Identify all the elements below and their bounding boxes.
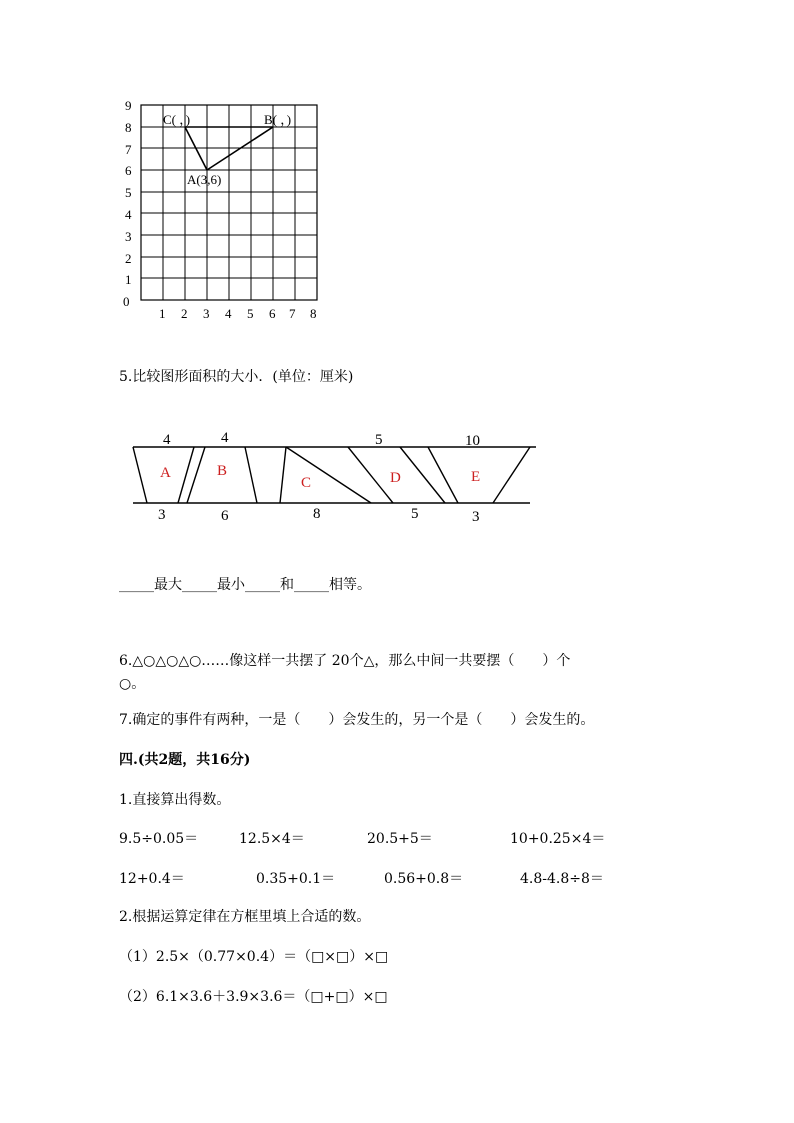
point-c-label: C( ，) [163,112,191,127]
y-label: 8 [125,120,132,135]
x-label: 4 [225,306,232,321]
question-6-line-2: ○。 [119,676,146,692]
shape-c-label: C [301,475,312,491]
s4-question-1-title: 1.直接算出得数。 [119,792,231,808]
shape-a-top: 4 [163,432,171,448]
shape-e-top: 10 [465,433,480,449]
y-label: 4 [125,207,132,222]
x-label: 7 [289,306,296,321]
question-7-text: 7.确定的事件有两种，一是（ ）会发生的，另一个是（ ）会发生的。 [119,712,595,728]
point-b-label: B( ，) [264,112,292,127]
shape-a-label: A [160,465,171,481]
y-label: 0 [123,294,130,309]
x-label: 2 [181,306,188,321]
calc-item: 9.5÷0.05＝ [119,831,199,847]
shape-d-top: 5 [375,432,383,448]
x-label: 5 [247,306,254,321]
shape-e-label: E [471,469,481,485]
shape-b-label: B [217,463,228,479]
calc-item: 0.35+0.1＝ [256,871,336,887]
shape-d-label: D [390,470,401,486]
shape-d-bottom: 5 [411,506,419,522]
x-label: 6 [269,306,276,321]
shape-c-bottom: 8 [313,506,321,522]
y-label: 9 [125,98,132,113]
x-label: 1 [159,306,166,321]
calc-item: 0.56+0.8＝ [384,871,464,887]
question-5-text: 5.比较图形面积的大小．(单位：厘米) [119,369,354,385]
shape-b-top: 4 [221,430,229,446]
calc-item: 4.8-4.8÷8＝ [520,871,604,887]
shape-e-bottom: 3 [472,509,480,525]
point-a-label: A(3,6) [187,172,222,187]
y-label: 5 [125,185,132,200]
s4-question-2-line-1: （1）2.5×（0.77×0.4）＝（□×□）×□ [119,949,389,965]
grid-lines [141,105,317,300]
calc-item: 10+0.25×4＝ [510,831,606,847]
shape-b-bottom: 6 [221,508,229,524]
question-5-answer-line: _____最大_____最小_____和_____相等。 [119,577,371,593]
shape-a-bottom: 3 [158,507,166,523]
y-label: 7 [125,142,132,157]
y-label: 6 [125,163,132,178]
y-label: 1 [125,272,132,287]
x-label: 3 [203,306,210,321]
calc-item: 20.5+5＝ [367,831,433,847]
calc-item: 12.5×4＝ [239,831,305,847]
section-4-title: 四.(共2题，共16分) [119,752,251,768]
y-label: 2 [125,251,132,266]
coordinate-grid [0,0,794,340]
calc-item: 12+0.4＝ [119,871,185,887]
question-6-line-1: 6.△○△○△○……像这样一共摆了 20个△，那么中间一共要摆（ ）个 [119,653,571,669]
y-label: 3 [125,229,132,244]
s4-question-2-line-2: （2）6.1×3.6＋3.9×3.6＝（□+□）×□ [119,989,388,1005]
area-comparison-figure [0,420,794,530]
x-label: 8 [310,306,317,321]
s4-question-2-title: 2.根据运算定律在方框里填上合适的数。 [119,909,371,925]
